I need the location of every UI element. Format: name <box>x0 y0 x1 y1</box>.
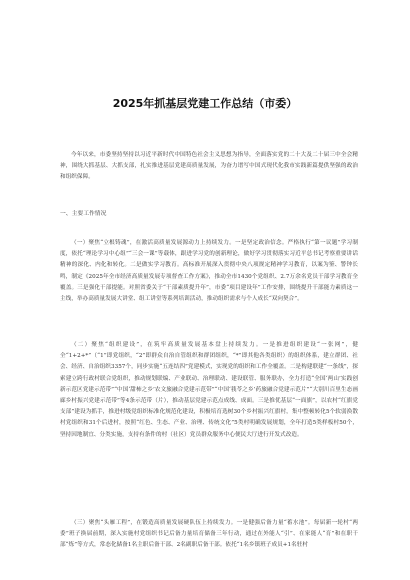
document-title: 2025年抓基层党建工作总结（市委） <box>112 97 298 111</box>
section-heading: 一、主要工作情况 <box>60 211 107 217</box>
body-paragraph: （三）聚焦“头雁工程”，在锻造高质量发展硬队伍上持续发力。一是健强后备力量“蓄水池”。每届新一轮村“两委”班子换届前期，深入实施村党组织书记后备力量培育储备三年行动，通过在外能人“引”、在家能人“育”和在职干部“炼”等方式，常态化储备1名主职后备干部、2名副职后备干部。依托“1名乡镇班子成员+1名驻村 <box>60 520 358 549</box>
body-paragraph: （二）聚焦“组织建设”，在筑牢高质量发展基本盘上持续发力。一是推进组织建设“一张网”，健全“1+2+*”（“1”即党组织，“2”即群众自治自管组织和群团组织，“*”即其他各类组织）的组织体系，建立群团、社会、经济、自治组织3357个，同步实施“五连结四”党建模式，实现党的组织和工作全覆盖。二是构建联建“一条线”，探索建立跨行政村联合党组织，推动规划联编、产业联动、治理联动、建设联管、服务联办，全力打造“全国‘两山’实践创新示范区党建示范带”“中国‘甜柿之乡’农文旅融合党建示范带”“中国‘莪苓之乡’药旅融合党建示范片”“大别川百里生态画廊乡村振兴党建示范带”等4条示范带（片），推动基层党建示范点成线、成面。三是推优基层“一面旗”，以农村“红旗党支部”建设为抓手，推进村级党组织标准化规范化建设，积极培育选树30个乡村振兴红旗村，集中整顿转化5个软弱涣散村党组织和31个后进村，按照“红色、生态、产业、治理、传统文化”5类村明确发展规划，全年打造5类样板村50个，坚持因地制宜、分类实施，支持有条件的村（社区）党员群众服务中心便民大厅进行开发式改造。 <box>60 342 358 438</box>
intro-paragraph: 今年以来，市委坚持坚持以习近平新时代中国特色社会主义思想为指导，全面落实党的二十大及二十届三中全会精神，围绕大抓基层、大抓支部，扎实推进基层党建高质量发展，为奋力谱写中国式现代化我市实践新篇提供坚强的政治和组织保障。 <box>60 152 358 181</box>
body-paragraph: （一）聚焦“立根铸魂”，在激活高质量发展源动力上持续发力。一是坚定政治信念。严格执行“第一议题”学习制度，依托“理论学习中心组”“三会一课”等载体，跟进学习党的创新理论，做好学习贯彻落实习近平总书记考察重要讲话精神的深化、内化和转化。二是做实学习教育。高标准开展深入贯彻中央八项规定精神学习教育，以案为鉴、警钟长鸣，制定《2025年全市经济高质量发展专项督查工作方案》，推动全市1430个党组织、2.7万余名党员干部学习教育全覆盖。三是强化干部提能。对照省委关于“干部素质提升年”，市委“项目建设年”工作安排，围绕提升干部能力素质这一主线，举办高质量发展大讲堂、组工讲堂等系列培训活动，推动组织需求与个人成长“双向契合”。 <box>60 240 358 303</box>
